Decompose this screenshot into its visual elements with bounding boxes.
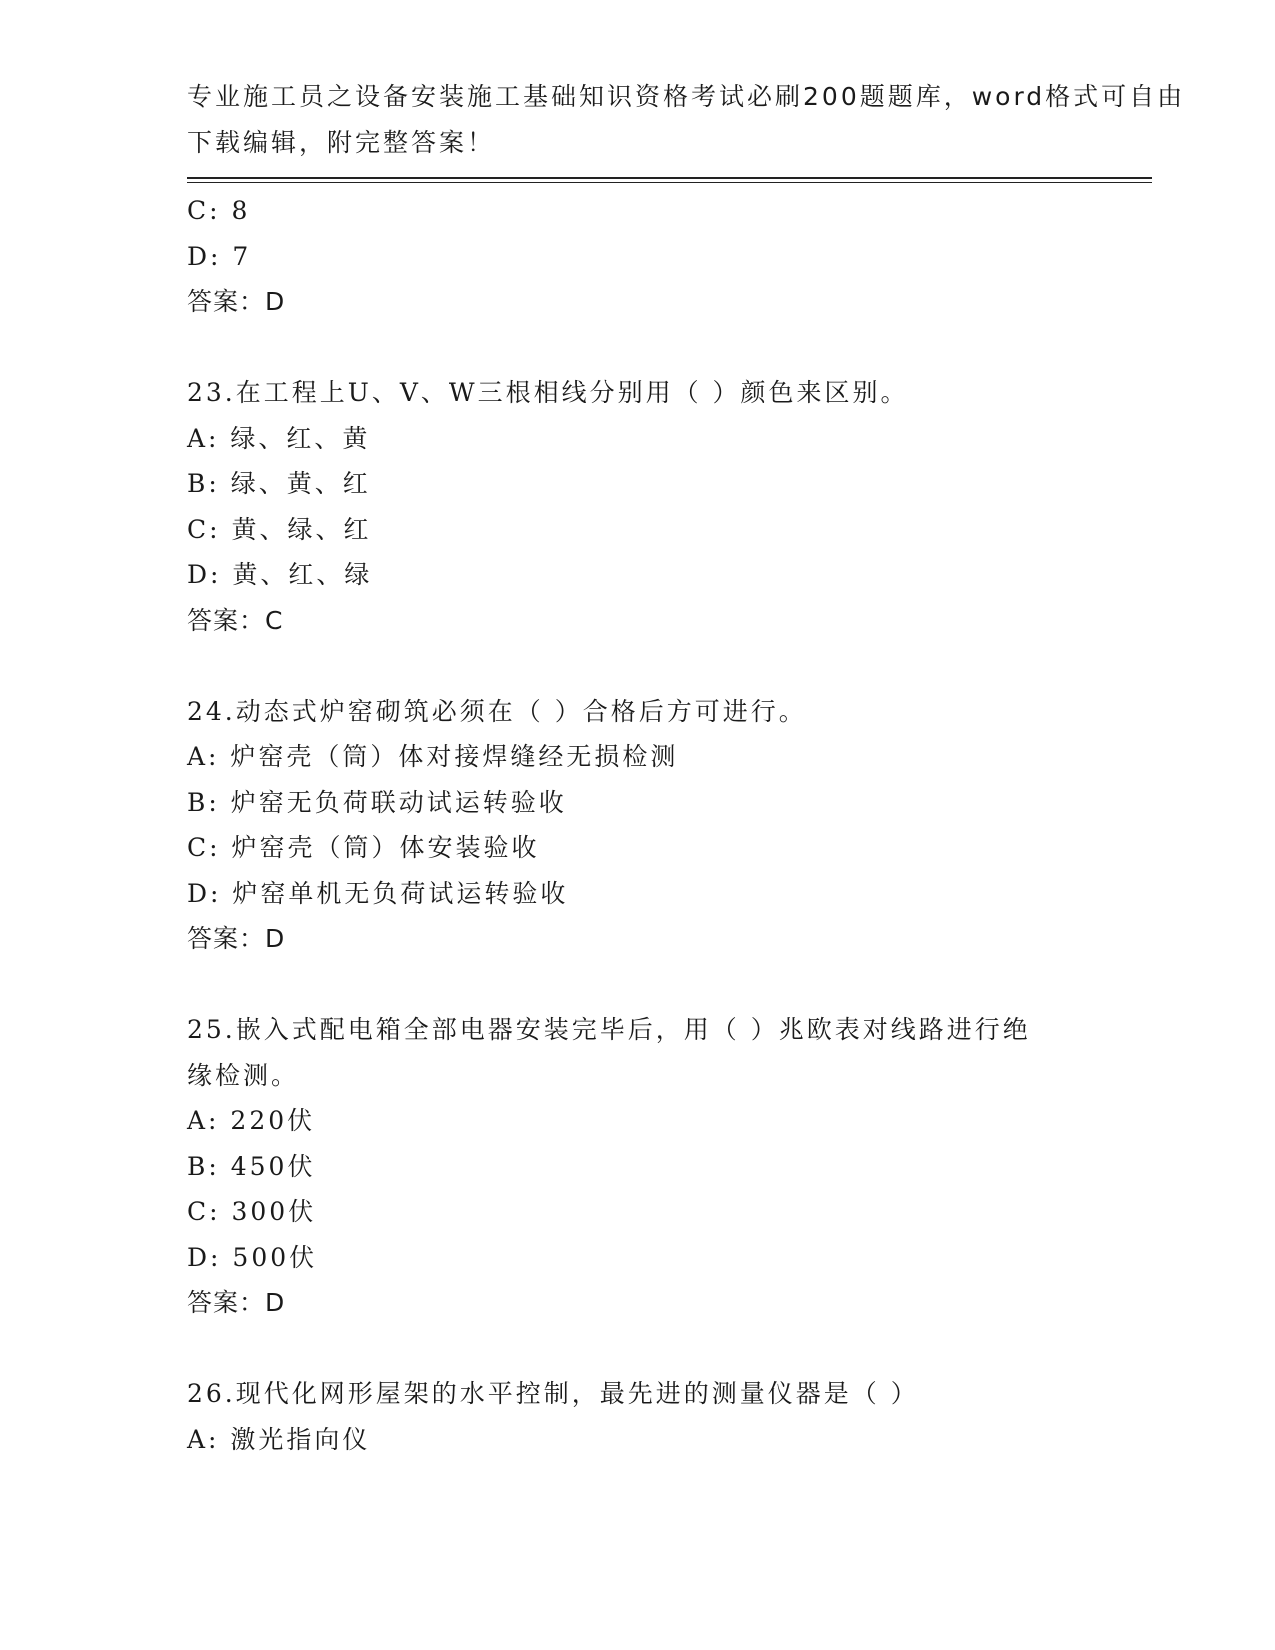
option-c: C: 黄、绿、红 bbox=[187, 514, 372, 544]
question-23 bbox=[187, 370, 1087, 643]
question-stem: 24.动态式炉窑砌筑必须在（ ）合格后方可进行。 bbox=[187, 696, 807, 726]
option-d: D: 黄、红、绿 bbox=[187, 560, 373, 589]
option-a: A: 220伏 bbox=[187, 1106, 316, 1135]
question-stem: 23.在工程上U、V、W三根相线分别用（ ）颜色来区别。 bbox=[187, 378, 909, 407]
option-c: C: 300伏 bbox=[187, 1197, 317, 1226]
option-c: C: 8 bbox=[187, 196, 251, 225]
header-line-2: 下载编辑，附完整答案！ bbox=[187, 127, 496, 157]
question-stem-continued: 缘检测。 bbox=[187, 1060, 300, 1090]
question-list bbox=[187, 188, 1087, 1462]
option-a: A: 激光指向仪 bbox=[187, 1424, 371, 1454]
option-b: B: 绿、黄、红 bbox=[187, 469, 371, 498]
answer-line: 答案：C bbox=[187, 605, 284, 635]
question-22-tail bbox=[187, 188, 1087, 325]
spacer bbox=[187, 962, 1087, 1008]
answer-line: 答案：D bbox=[187, 1288, 286, 1317]
answer-line: 答案：D bbox=[187, 287, 286, 316]
answer-line: 答案：D bbox=[187, 924, 286, 953]
option-a: A: 绿、红、黄 bbox=[187, 423, 371, 453]
question-26 bbox=[187, 1371, 1087, 1462]
header-divider-thin bbox=[187, 182, 1152, 183]
option-d: D: 炉窑单机无负荷试运转验收 bbox=[187, 878, 569, 908]
question-stem: 25.嵌入式配电箱全部电器安装完毕后，用（ ）兆欧表对线路进行绝 bbox=[187, 1015, 1031, 1044]
document-header bbox=[187, 74, 1186, 165]
option-b: B: 450伏 bbox=[187, 1151, 316, 1181]
question-25 bbox=[187, 1007, 1087, 1326]
option-d: D: 7 bbox=[187, 241, 252, 271]
spacer bbox=[187, 643, 1087, 689]
header-line-1: 专业施工员之设备安装施工基础知识资格考试必刷200题题库，word格式可自由 bbox=[187, 82, 1186, 111]
spacer bbox=[187, 1326, 1087, 1372]
header-divider-thick bbox=[187, 177, 1152, 179]
option-c: C: 炉窑壳（筒）体安装验收 bbox=[187, 833, 540, 862]
spacer bbox=[187, 325, 1087, 371]
option-b: B: 炉窑无负荷联动试运转验收 bbox=[187, 787, 567, 817]
option-a: A: 炉窑壳（筒）体对接焊缝经无损检测 bbox=[187, 742, 679, 771]
option-d: D: 500伏 bbox=[187, 1242, 318, 1272]
question-24 bbox=[187, 689, 1087, 962]
question-stem: 26.现代化网形屋架的水平控制，最先进的测量仪器是（ ） bbox=[187, 1379, 919, 1408]
